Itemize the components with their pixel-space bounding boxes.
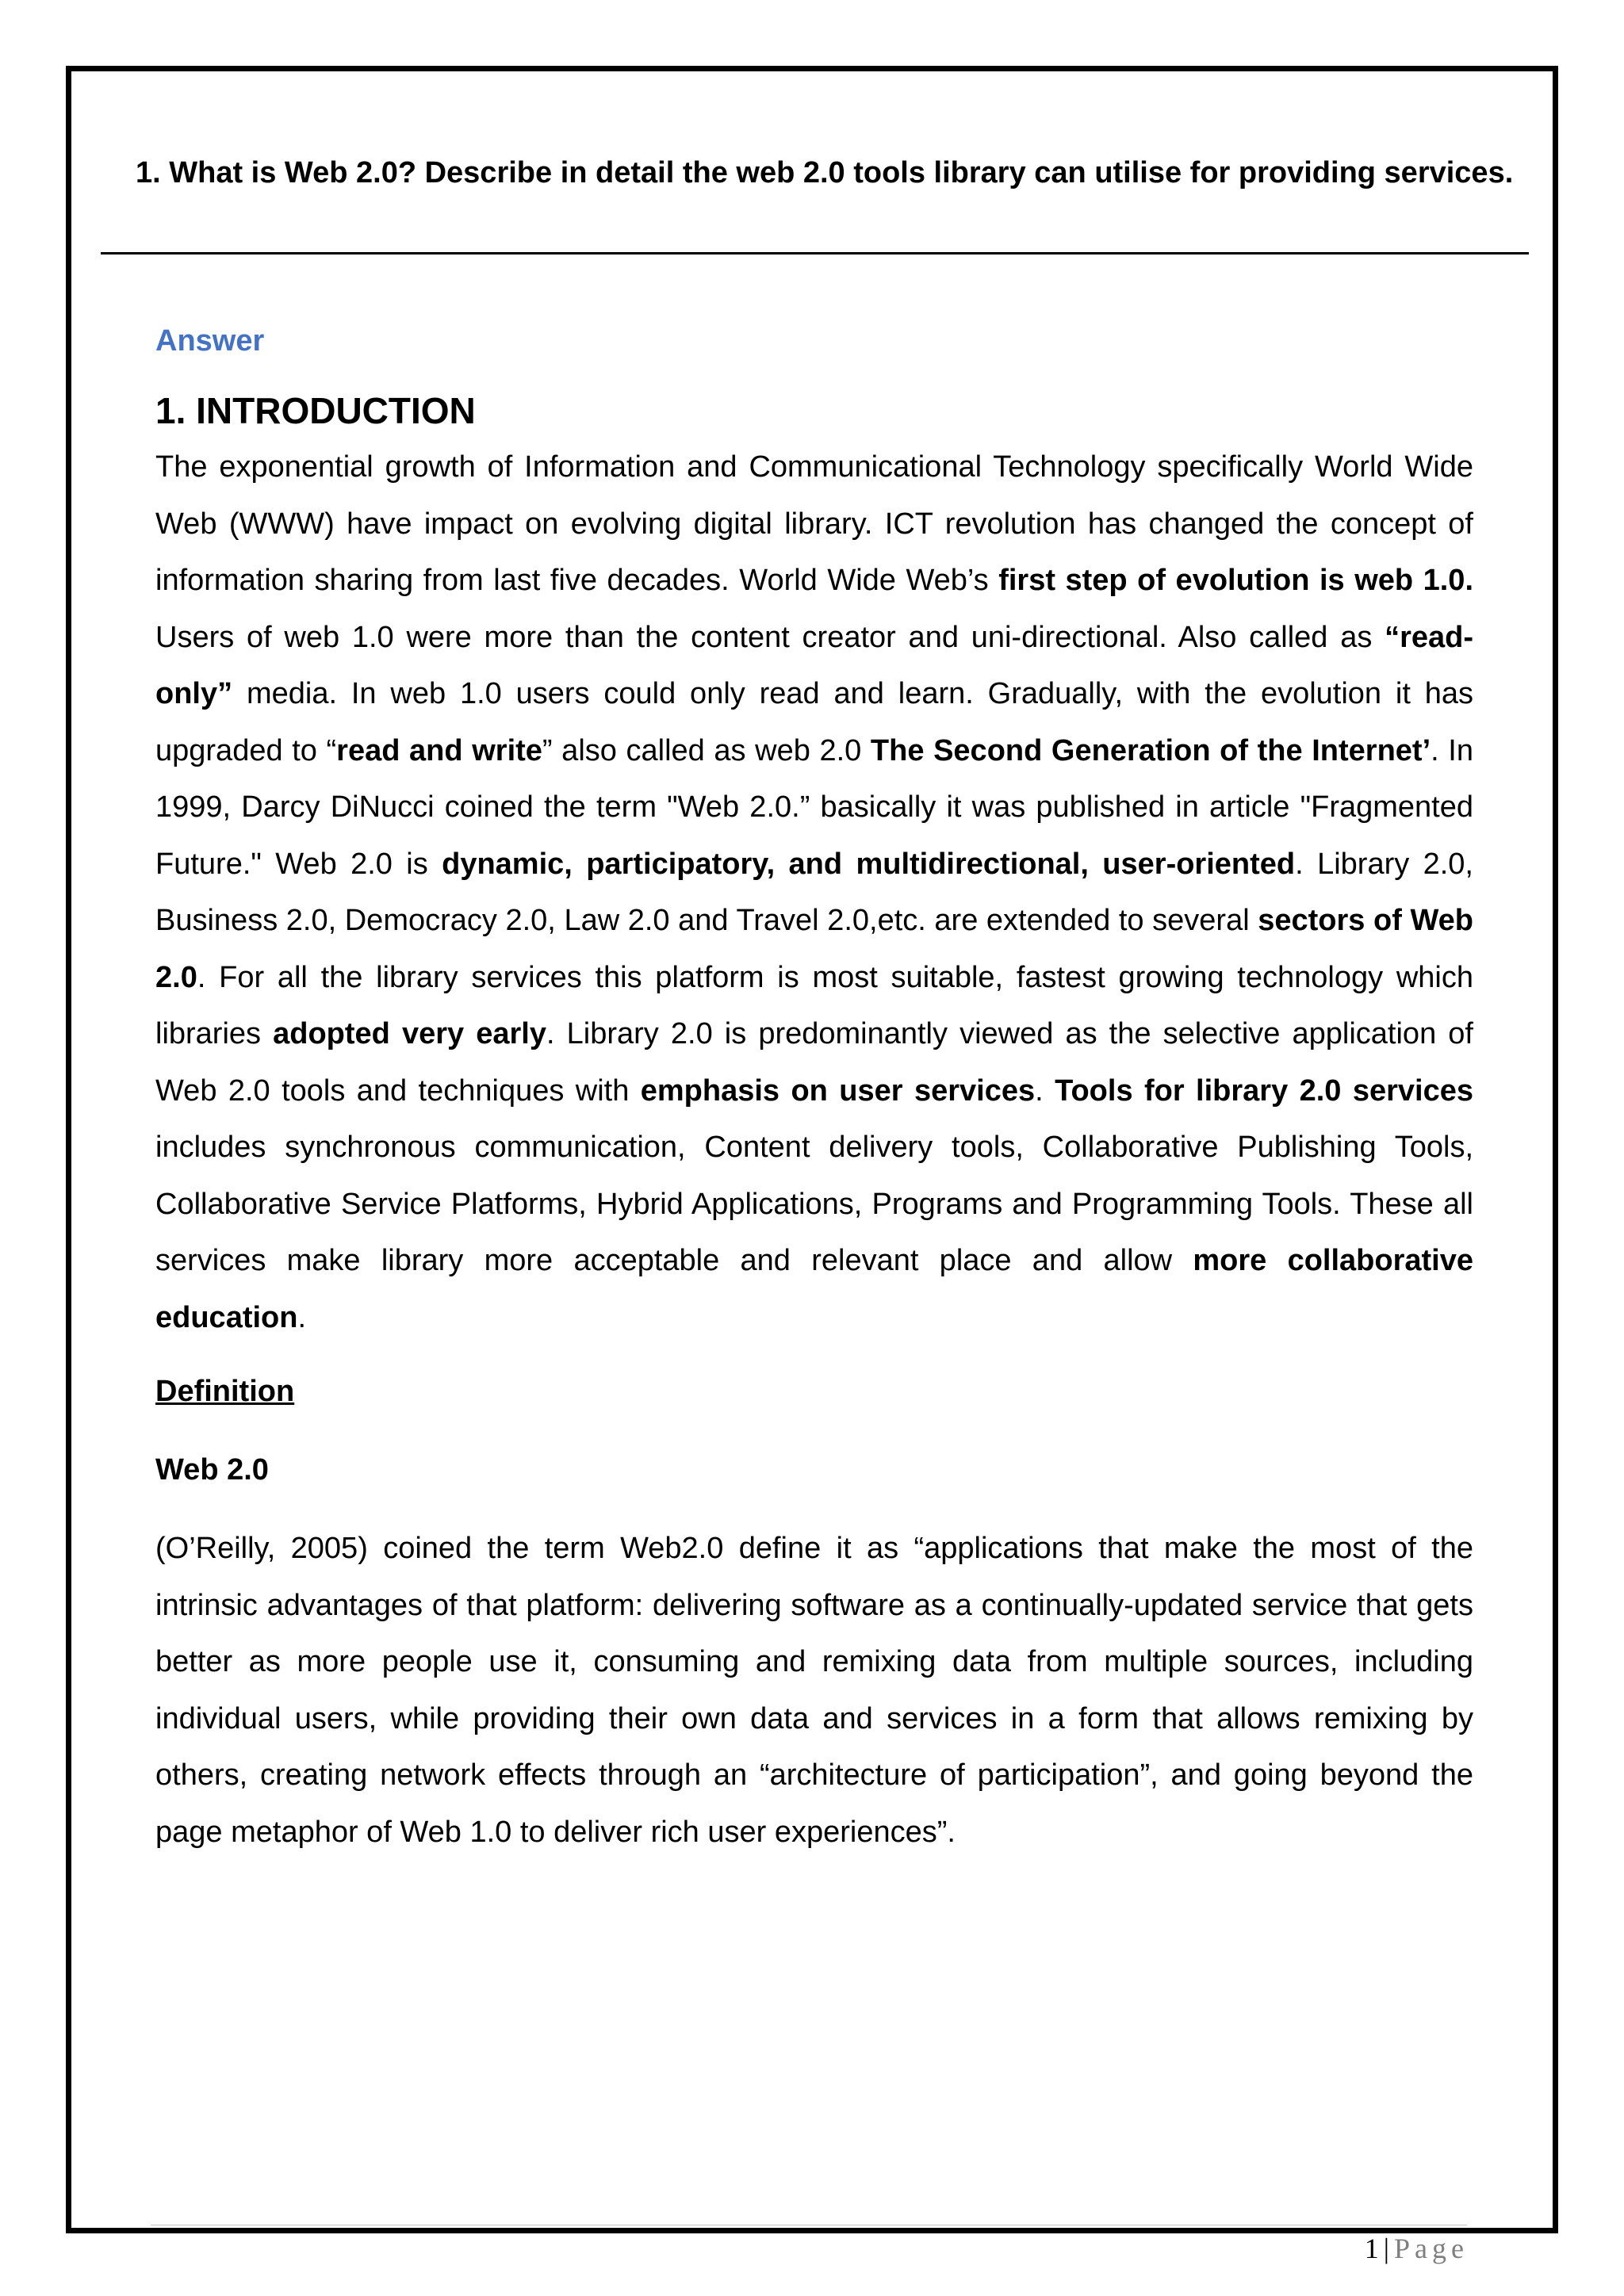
text-run: . Library 2.0 is predominantly viewed as the selective application of Web 2.0 tools and techniques with [155, 1017, 1473, 1108]
question-heading: 1. What is Web 2.0? Describe in detail the web 2.0 tools library can utilise for providing services. [136, 156, 1514, 189]
emphasis-text: The Second Generation of the Internet’ [870, 733, 1431, 767]
emphasis-text: first step of evolution is web 1.0. [998, 564, 1474, 597]
emphasis-text: read and write [336, 733, 542, 767]
answer-section [155, 317, 1473, 1861]
definition-label: Definition [155, 1375, 295, 1408]
intro-paragraph [155, 439, 1473, 1346]
emphasis-text: more collaborative education [155, 1244, 1473, 1334]
text-run: . Library 2.0, Business 2.0, Democracy 2.0, Law 2.0 and Travel 2.0,etc. are extended to several [155, 847, 1473, 937]
text-run: includes synchronous communication, Content delivery tools, Collaborative Publishing Tools, Collaborative Service Platforms, Hybrid Applications, Programs and Programming Tools. These all services make library more acceptable and relevant place and allow [155, 1131, 1473, 1277]
page-number: 1 [1364, 2233, 1379, 2264]
emphasis-text: “read-only” [155, 620, 1473, 710]
term-label: Web 2.0 [155, 1453, 269, 1487]
emphasis-text: sectors of Web 2.0 [155, 904, 1473, 994]
text-run: ” also called as web 2.0 [542, 733, 871, 767]
text-run: media. In web 1.0 users could only read and learn. Gradually, with the evolution it has upgraded to “ [155, 677, 1473, 767]
emphasis-text: Tools for library 2.0 services [1055, 1073, 1473, 1108]
answer-label: Answer [155, 324, 265, 358]
text-run: . [297, 1300, 307, 1334]
page-word: Page [1394, 2233, 1469, 2264]
text-run: . In 1999, Darcy DiNucci coined the term "Web 2.0.” basically it was published in article "Fragmented Future." Web 2.0 is [155, 733, 1473, 881]
question-divider [101, 252, 1529, 254]
emphasis-text: dynamic, participatory, and multidirectional, user-oriented [442, 847, 1296, 881]
text-run: Users of web 1.0 were more than the content creator and uni-directional. Also called as [155, 620, 1385, 654]
emphasis-text: emphasis on user services [640, 1073, 1036, 1108]
section-heading: 1. INTRODUCTION [155, 390, 476, 431]
text-run: . [1035, 1073, 1055, 1108]
emphasis-text: adopted very early [273, 1017, 546, 1050]
footer-separator: | [1383, 2233, 1390, 2264]
text-run: . For all the library services this platform is most suitable, fastest growing technology which libraries [155, 960, 1473, 1050]
text-run: The exponential growth of Information and Communicational Technology specifically World Wide Web (WWW) have impact on evolving digital library. ICT revolution has changed the concept of information sharing from last five decades. World Wide Web’s [155, 450, 1473, 597]
page-footer [1365, 2231, 1469, 2266]
definition-paragraph: (O’Reilly, 2005) coined the term Web2.0 define it as “applications that make the most of the intrinsic advantages of that platform: delivering software as a continually-updated service that gets better as more people use it, consuming and remixing data from multiple sources, including individual users, while providing their own data and services in a form that allows remixing by others, creating network effects through an “architecture of participation”, and going beyond the page metaphor of Web 1.0 to deliver rich user experiences”. [155, 1532, 1473, 1849]
